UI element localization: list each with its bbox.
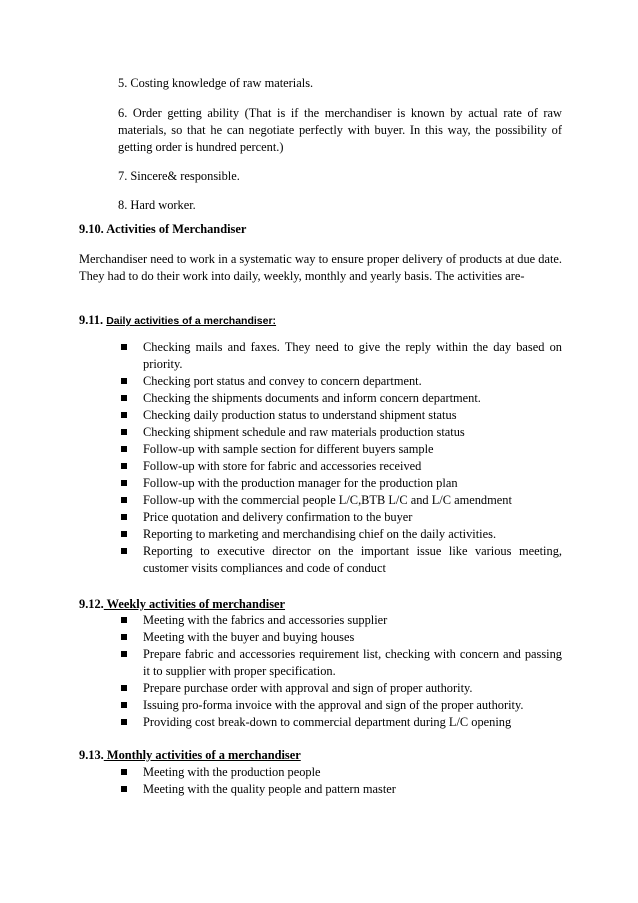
bullet-icon — [121, 378, 127, 384]
section-heading-9-13 — [79, 747, 301, 764]
bullet-icon — [121, 429, 127, 435]
list-item: Follow-up with the commercial people L/C,BTB L/C and L/C amendment — [120, 492, 562, 509]
list-item: Checking the shipments documents and inform concern department. — [120, 390, 562, 407]
bullet-icon — [121, 651, 127, 657]
list-item: Meeting with the fabrics and accessories supplier — [120, 612, 562, 629]
bullet-icon — [121, 497, 127, 503]
list-item: Reporting to executive director on the important issue like various meeting, customer visits compliances and code of conduct — [120, 543, 562, 577]
bullet-icon — [121, 344, 127, 350]
section-heading-9-12 — [79, 596, 285, 613]
section-heading-9-11 — [79, 312, 276, 330]
list-item: Follow-up with store for fabric and accessories received — [120, 458, 562, 475]
bullet-icon — [121, 531, 127, 537]
list-item: Checking port status and convey to concern department. — [120, 373, 562, 390]
bullet-icon — [121, 617, 127, 623]
list-item: Price quotation and delivery confirmation to the buyer — [120, 509, 562, 526]
section-heading-9-10: 9.10. Activities of Merchandiser — [79, 222, 247, 236]
list-item: Providing cost break-down to commercial department during L/C opening — [120, 714, 562, 731]
list-item: Checking mails and faxes. They need to give the reply within the day based on priority. — [120, 339, 562, 373]
list-item: Checking daily production status to understand shipment status — [120, 407, 562, 424]
bullet-icon — [121, 395, 127, 401]
list-item-8: 8. Hard worker. — [118, 198, 196, 212]
list-item-6: 6. Order getting ability (That is if the merchandiser is known by actual rate of raw materials, so that he can negotiate perfectly with buyer. In this way, the possibility of getting order is hundred percent.) — [118, 106, 562, 154]
daily-activities-list — [120, 339, 562, 577]
bullet-icon — [121, 463, 127, 469]
section-number: 9.12. — [79, 597, 104, 611]
section-number: 9.11. — [79, 313, 104, 327]
list-item: Meeting with the quality people and pattern master — [120, 781, 562, 798]
bullet-icon — [121, 769, 127, 775]
weekly-activities-list — [120, 612, 562, 731]
section-title: Monthly activities of a merchandiser — [103, 748, 301, 762]
bullet-icon — [121, 702, 127, 708]
list-item: Reporting to marketing and merchandising chief on the daily activities. — [120, 526, 562, 543]
bullet-icon — [121, 446, 127, 452]
list-item-5: 5. Costing knowledge of raw materials. — [118, 76, 314, 90]
bullet-icon — [121, 480, 127, 486]
section-title: Weekly activities of merchandiser — [103, 597, 286, 611]
bullet-icon — [121, 634, 127, 640]
section-paragraph-9-10: Merchandiser need to work in a systematic way to ensure proper delivery of products at due date. They had to do their work into daily, weekly, monthly and yearly basis. The activities are- — [79, 252, 562, 283]
list-item: Prepare purchase order with approval and sign of proper authority. — [120, 680, 562, 697]
monthly-activities-list — [120, 764, 562, 798]
bullet-icon — [121, 685, 127, 691]
list-item: Checking shipment schedule and raw materials production status — [120, 424, 562, 441]
bullet-icon — [121, 412, 127, 418]
list-item: Prepare fabric and accessories requirement list, checking with concern and passing it to supplier with proper specification. — [120, 646, 562, 680]
bullet-icon — [121, 548, 127, 554]
section-number: 9.13. — [79, 748, 104, 762]
list-item: Issuing pro-forma invoice with the approval and sign of the proper authority. — [120, 697, 562, 714]
bullet-icon — [121, 786, 127, 792]
list-item: Meeting with the production people — [120, 764, 562, 781]
list-item: Meeting with the buyer and buying houses — [120, 629, 562, 646]
bullet-icon — [121, 719, 127, 725]
list-item-7: 7. Sincere& responsible. — [118, 169, 240, 183]
bullet-icon — [121, 514, 127, 520]
list-item: Follow-up with the production manager for the production plan — [120, 475, 562, 492]
section-title: Daily activities of a merchandiser: — [106, 315, 277, 327]
list-item: Follow-up with sample section for different buyers sample — [120, 441, 562, 458]
